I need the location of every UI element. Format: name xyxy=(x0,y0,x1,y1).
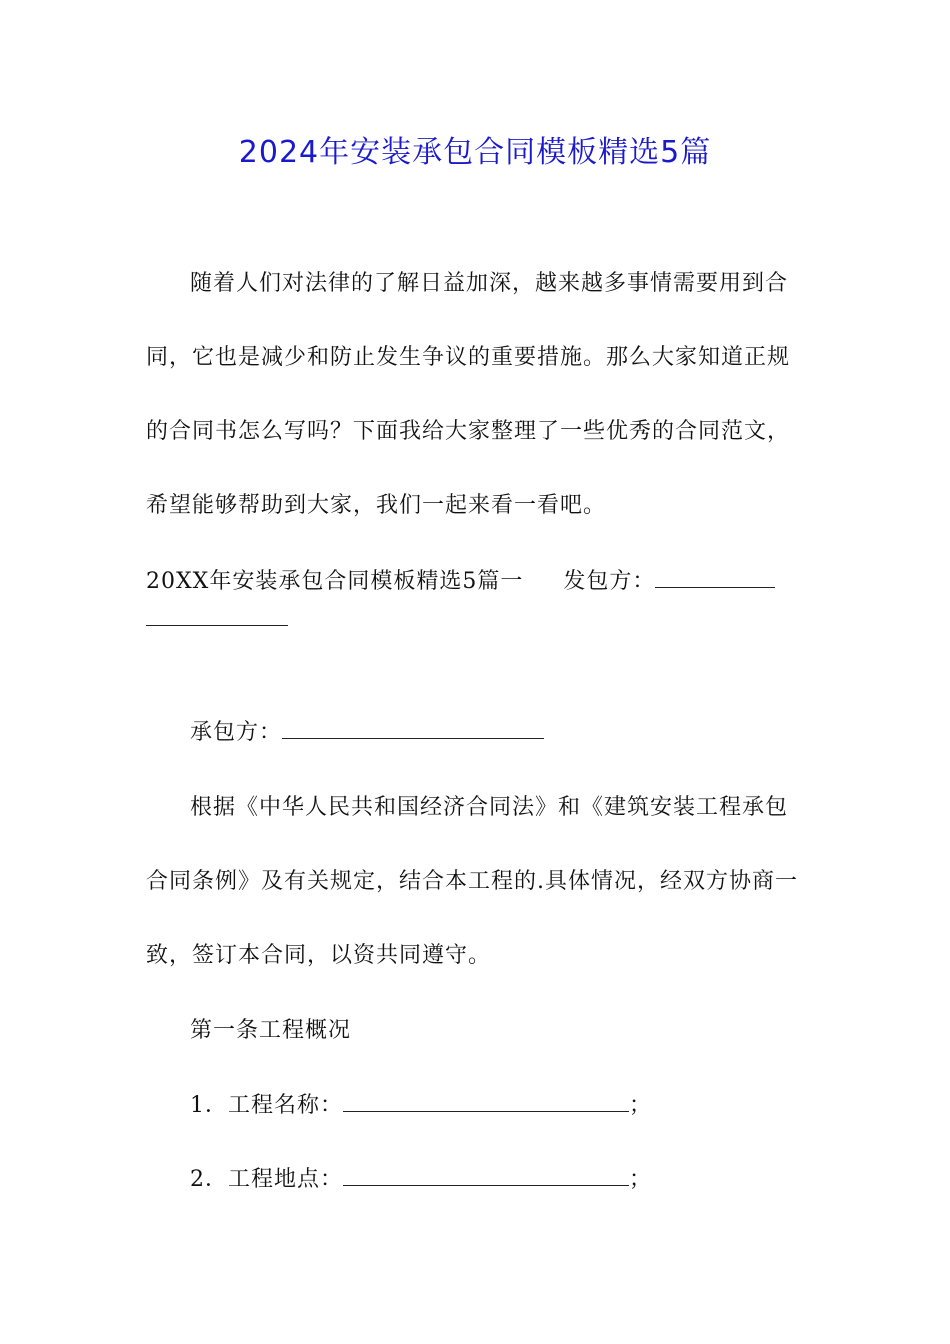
intro-paragraph: 随着人们对法律的了解日益加深，越来越多事情需要用到合同，它也是减少和防止发生争议的重要措施。那么大家知道正规的合同书怎么写吗？下面我给大家整理了一些优秀的合同范文，希望能够帮助到大家，我们一起来看一看吧。 xyxy=(146,271,791,518)
item-2-blank xyxy=(343,1165,629,1186)
party-a-blank-continued xyxy=(146,583,806,657)
party-b-blank xyxy=(282,718,544,739)
party-a-blank-line-2 xyxy=(146,605,288,626)
item-1-line xyxy=(190,1069,652,1143)
article-1-title: 第一条工程概况 xyxy=(190,1018,352,1043)
item-2-label: 2．工程地点： xyxy=(190,1167,343,1192)
party-b-line xyxy=(190,696,544,770)
party-b-label: 承包方： xyxy=(190,720,283,745)
document-title: 2024年安装承包合同模板精选5篇 xyxy=(238,135,712,170)
party-a-label: 发包方： xyxy=(563,569,656,594)
item-2-line xyxy=(190,1143,652,1217)
item-1-label: 1．工程名称： xyxy=(190,1093,343,1118)
item-1-end: ； xyxy=(629,1093,653,1118)
section-heading: 20XX年安装承包合同模板精选5篇一 xyxy=(146,569,524,594)
item-1-blank xyxy=(343,1091,629,1112)
item-2-end: ； xyxy=(629,1167,653,1192)
basis-paragraph: 根据《中华人民共和国经济合同法》和《建筑安装工程承包合同条例》及有关规定，结合本工程的.具体情况，经双方协商一致，签订本合同，以资共同遵守。 xyxy=(146,795,798,968)
